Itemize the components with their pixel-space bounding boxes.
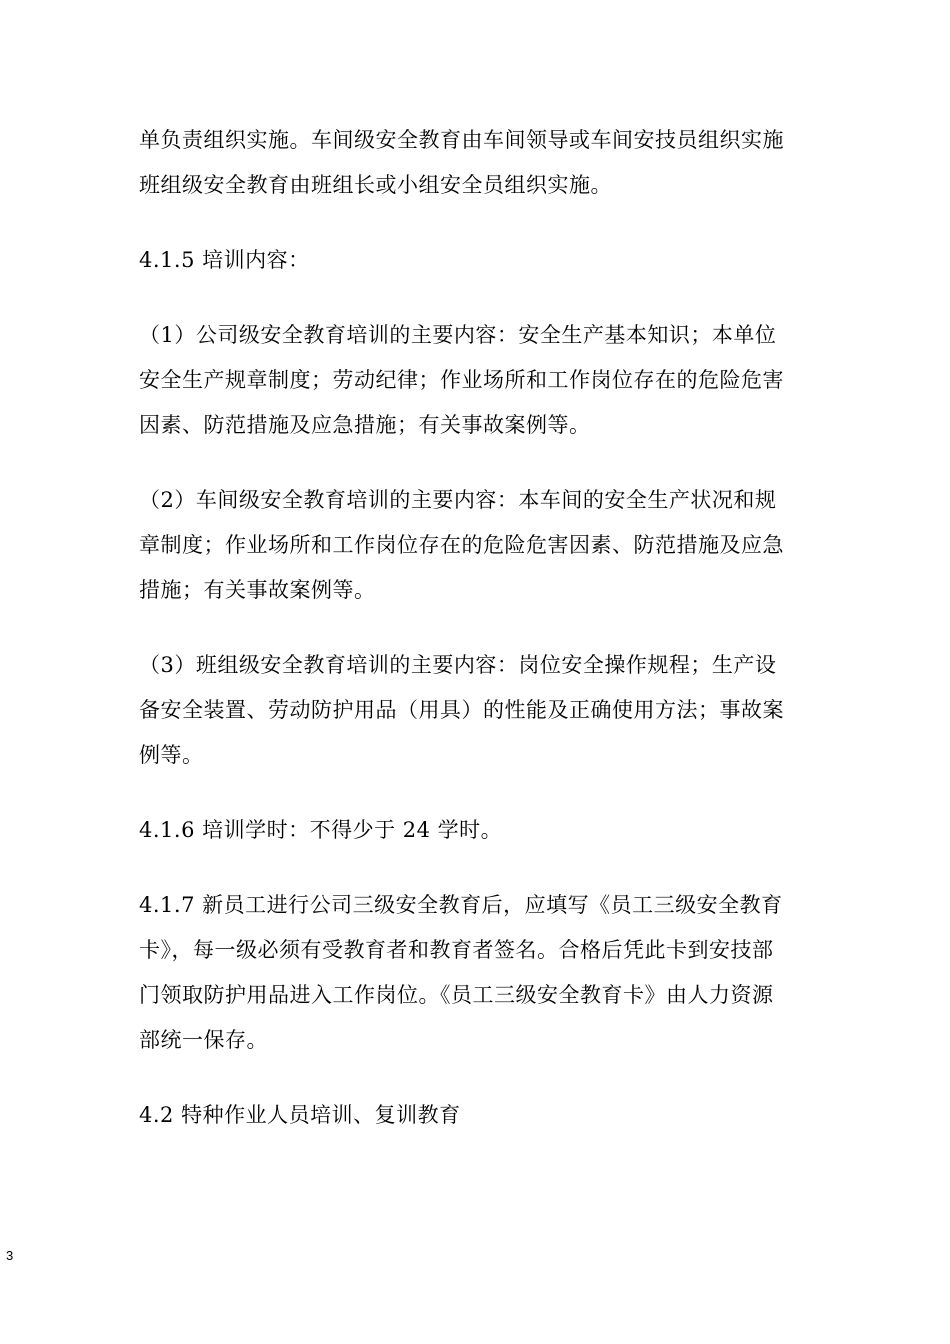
- text-line: 门领取防护用品进入工作岗位。《员工三级安全教育卡》由人力资源: [139, 983, 774, 1007]
- paragraph-workshop-level: [139, 478, 819, 613]
- paragraph-responsibility: [139, 118, 819, 208]
- text-line: 单负责组织实施。车间级安全教育由车间领导或车间安技员组织实施: [139, 128, 784, 152]
- text-line: （1）公司级安全教育培训的主要内容：安全生产基本知识；本单位: [139, 323, 777, 347]
- section-heading-4-1-5: [139, 238, 819, 283]
- text-line: 部统一保存。: [139, 1028, 268, 1052]
- paragraph-education-card: [139, 883, 819, 1063]
- text-line: 卡》，每一级必须有受教育者和教育者签名。合格后凭此卡到安技部: [139, 938, 774, 962]
- text-line: 4.1.6 培训学时：不得少于 24 学时。: [139, 818, 503, 842]
- text-line: 措施；有关事故案例等。: [139, 578, 376, 602]
- text-line: （2）车间级安全教育培训的主要内容：本车间的安全生产状况和规: [139, 488, 777, 512]
- text-line: 班组级安全教育由班组长或小组安全员组织实施。: [139, 173, 612, 197]
- text-line: 安全生产规章制度；劳动纪律；作业场所和工作岗位存在的危险危害: [139, 368, 784, 392]
- section-heading-4-2: [139, 1093, 819, 1138]
- text-line: 章制度；作业场所和工作岗位存在的危险危害因素、防范措施及应急: [139, 533, 784, 557]
- section-training-hours: [139, 808, 819, 853]
- text-line: 4.1.5 培训内容：: [139, 248, 310, 272]
- page-number: 3: [6, 1248, 14, 1263]
- paragraph-company-level: [139, 313, 819, 448]
- text-line: 例等。: [139, 743, 204, 767]
- text-line: 备安全装置、劳动防护用品（用具）的性能及正确使用方法；事故案: [139, 698, 784, 722]
- text-line: 4.2 特种作业人员培训、复训教育: [139, 1103, 461, 1127]
- text-line: （3）班组级安全教育培训的主要内容：岗位安全操作规程；生产设: [139, 653, 777, 677]
- paragraph-team-level: [139, 643, 819, 778]
- text-line: 因素、防范措施及应急措施；有关事故案例等。: [139, 413, 591, 437]
- text-line: 4.1.7 新员工进行公司三级安全教育后，应填写《员工三级安全教育: [139, 893, 783, 917]
- document-body: [139, 118, 819, 1168]
